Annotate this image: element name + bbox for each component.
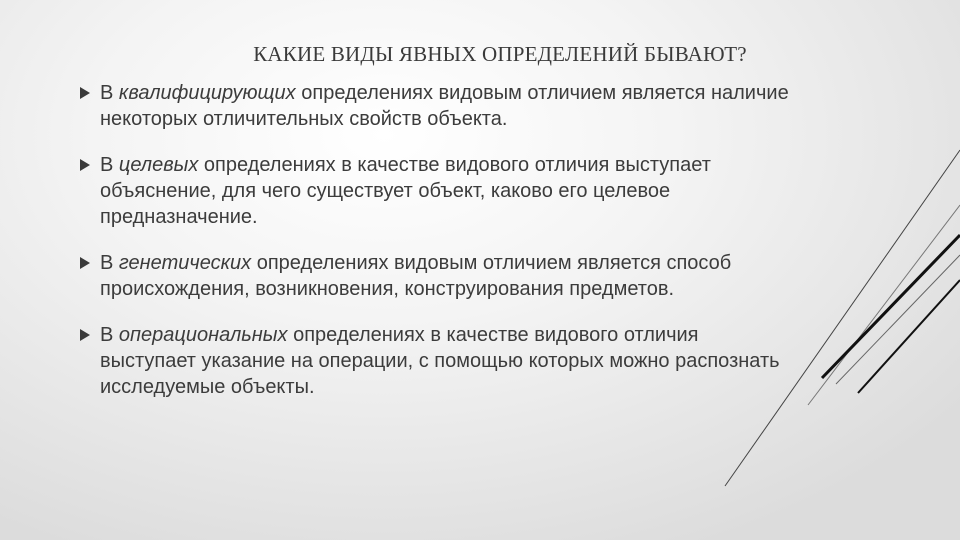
bullet-text: определениях в качестве видового отличия выступает объяснение, для чего существует объект, каково его целевое предназначение. — [100, 154, 711, 228]
bullet-item — [78, 80, 798, 132]
bullet-text: определениях видовым отличием является наличие некоторых отличительных свойств объекта. — [100, 82, 789, 130]
bullet-emphasis: операциональных — [118, 324, 288, 346]
bullet-lead: В — [100, 324, 119, 346]
decor-line — [858, 280, 960, 393]
bullet-lead: В — [100, 252, 119, 274]
bullet-emphasis: целевых — [118, 154, 199, 176]
bullet-item — [78, 322, 798, 400]
bullet-lead: В — [100, 154, 119, 176]
bullet-item — [78, 250, 798, 302]
bullet-text: определениях видовым отличием является способ происхождения, возникновения, конструирования предметов. — [100, 252, 732, 300]
triangle-bullet-icon — [80, 329, 90, 341]
bullet-emphasis: генетических — [118, 252, 252, 274]
decor-line — [836, 255, 960, 384]
triangle-bullet-icon — [80, 257, 90, 269]
bullet-list — [78, 80, 798, 420]
bullet-item — [78, 152, 798, 230]
slide-title: КАКИЕ ВИДЫ ЯВНЫХ ОПРЕДЕЛЕНИЙ БЫВАЮТ? — [253, 42, 747, 66]
bullet-lead: В — [100, 82, 119, 104]
bullet-emphasis: квалифицирующих — [118, 82, 296, 104]
triangle-bullet-icon — [80, 87, 90, 99]
triangle-bullet-icon — [80, 159, 90, 171]
bullet-text: определениях в качестве видового отличия выступает указание на операции, с помощью которых можно распознать исследуемые объекты. — [100, 324, 780, 398]
